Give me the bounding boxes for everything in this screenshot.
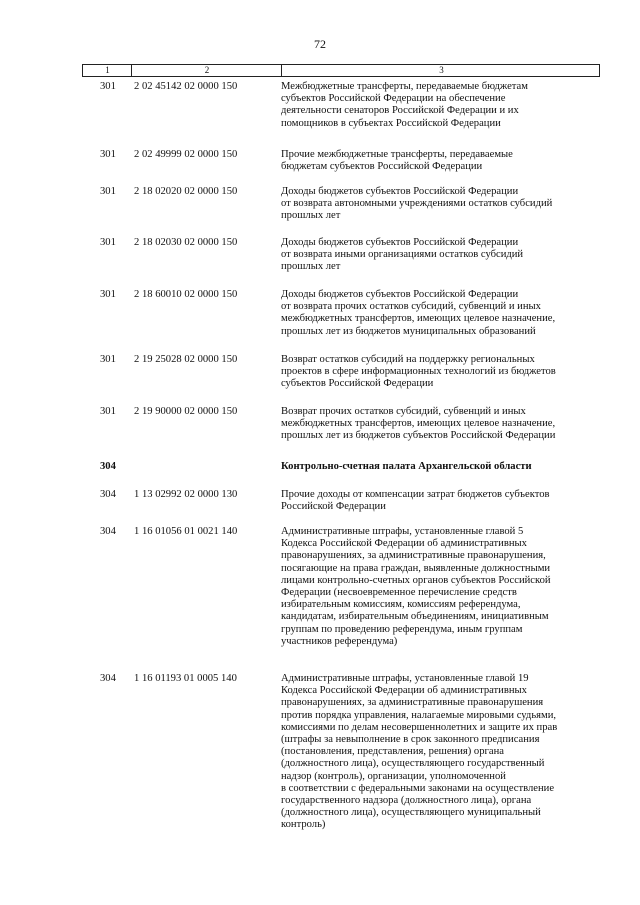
admin-code-cell: 301 [100,237,116,248]
header-col-2: 2 [204,65,210,75]
description-line: Доходы бюджетов субъектов Российской Федерации [281,186,519,197]
description-line: Прочие доходы от компенсации затрат бюджетов субъектов [281,489,550,500]
description-line: межбюджетных трансфертов, имеющих целевое назначение, [281,313,556,325]
description-cell [281,186,599,223]
kbk-code-cell: 1 16 01193 01 0005 140 [134,673,237,684]
description-line: прошлых лет из бюджетов муниципальных образований [281,325,536,337]
admin-code-cell: 301 [100,149,116,160]
description-line: Российской Федерации [281,501,386,513]
description-line: (штрафы за невыполнение в срок законного предписания [281,734,540,746]
description-line: Кодекса Российской Федерации об административных [281,685,527,697]
description-line: деятельности сенаторов Российской Федерации и их [281,105,519,117]
description-line: правонарушениях, за административные правонарушения, [281,550,546,562]
description-line: посягающие на права граждан, выявленные должностными [281,562,551,574]
description-line: прошлых лет из бюджетов субъектов Российской Федерации [281,430,556,442]
description-line: (постановления, представления, решения) органа [281,746,504,758]
description-line: от возврата автономными учреждениями остатков субсидий [281,198,553,210]
kbk-code-cell: 2 19 90000 02 0000 150 [134,406,238,417]
admin-code-cell: 304 [100,526,116,537]
description-line: (должностного лица), осуществляющего муниципальный [281,807,541,819]
description-cell [281,237,599,274]
header-divider [131,65,132,76]
table-header-row [82,64,600,77]
description-line: контроль) [281,819,326,831]
header-divider [281,65,282,76]
admin-code-cell: 301 [100,289,116,300]
kbk-code-cell: 2 18 02020 02 0000 150 [134,186,238,197]
description-cell [281,406,599,443]
description-line: Доходы бюджетов субъектов Российской Федерации [281,289,519,300]
description-line: помощников в субъектах Российской Федерации [281,117,501,129]
description-line: комиссиями по делам несовершеннолетних и защите их прав [281,721,558,733]
kbk-code-cell: 2 18 60010 02 0000 150 [134,289,238,300]
kbk-code-cell: 1 13 02992 02 0000 130 [134,489,238,500]
description-line: проектов в сфере информационных технологий из бюджетов [281,366,556,378]
description-line: Контрольно-счетная палата Архангельской области [281,461,532,472]
admin-code-cell: 301 [100,81,116,92]
description-line: Межбюджетные трансферты, передаваемые бюджетам [281,81,528,92]
header-col-3: 3 [439,65,444,75]
description-line: Административные штрафы, установленные главой 19 [281,673,529,684]
description-line: бюджетам субъектов Российской Федерации [281,161,483,173]
description-line: в соответствии с федеральными законами на осуществление [281,782,555,794]
description-line: Возврат прочих остатков субсидий, субвенций и иных [281,406,526,417]
description-line: (должностного лица), осуществляющего государственный [281,758,545,770]
kbk-code-cell: 2 02 45142 02 0000 150 [134,81,238,92]
kbk-code-cell: 1 16 01056 01 0021 140 [134,526,238,537]
description-cell [281,81,599,130]
admin-code-cell: 304 [100,489,116,500]
description-line: избирательным комиссиям, комиссиям референдума, [281,599,521,611]
description-line: от возврата прочих остатков субсидий, субвенций и иных [281,301,541,313]
description-line: группам по проведению референдума, иным группам [281,623,523,635]
description-cell [281,289,599,338]
description-cell [281,461,599,473]
description-line: субъектов Российской Федерации [281,378,434,390]
kbk-code-cell: 2 19 25028 02 0000 150 [134,354,238,365]
admin-code-cell: 301 [100,406,116,417]
page-number: 72 [314,37,326,51]
kbk-code-cell: 2 18 02030 02 0000 150 [134,237,238,248]
description-line: Прочие межбюджетные трансферты, передаваемые [281,149,513,160]
description-line: межбюджетных трансфертов, имеющих целевое назначение, [281,418,556,430]
kbk-code-cell: 2 02 49999 02 0000 150 [134,149,238,160]
header-col-1: 1 [105,65,110,75]
description-line: Федерации (несвоевременное перечисление средств [281,587,517,599]
description-line: от возврата иными организациями остатков субсидий [281,249,524,261]
description-line: кандидатам, избирательным объединениям, инициативным [281,611,549,623]
description-line: прошлых лет [281,261,341,273]
description-cell [281,354,599,391]
description-cell [281,673,599,832]
description-line: Возврат остатков субсидий на поддержку региональных [281,354,535,365]
budget-classification-table [82,64,600,831]
admin-code-cell: 304 [100,673,116,684]
description-line: субъектов Российской Федерации на обеспечение [281,93,506,105]
description-cell [281,489,599,513]
description-line: участников референдума) [281,635,398,647]
description-cell [281,149,599,173]
description-line: надзор (контроль), организации, уполномоченной [281,770,506,782]
description-line: лицами контрольно-счетных органов субъектов Российской [281,574,551,586]
admin-code-cell: 301 [100,186,116,197]
description-line: против порядка управления, налагаемые мировыми судьями, [281,709,557,721]
description-line: Кодекса Российской Федерации об административных [281,538,527,550]
description-line: государственного надзора (должностного лица), органа [281,795,532,807]
description-line: Доходы бюджетов субъектов Российской Федерации [281,237,519,248]
description-line: прошлых лет [281,210,341,222]
admin-code-cell: 301 [100,354,116,365]
admin-code-cell: 304 [100,461,116,472]
description-line: Административные штрафы, установленные главой 5 [281,526,524,537]
description-cell [281,526,599,648]
description-line: правонарушениях, за административные правонарушения [281,697,544,709]
